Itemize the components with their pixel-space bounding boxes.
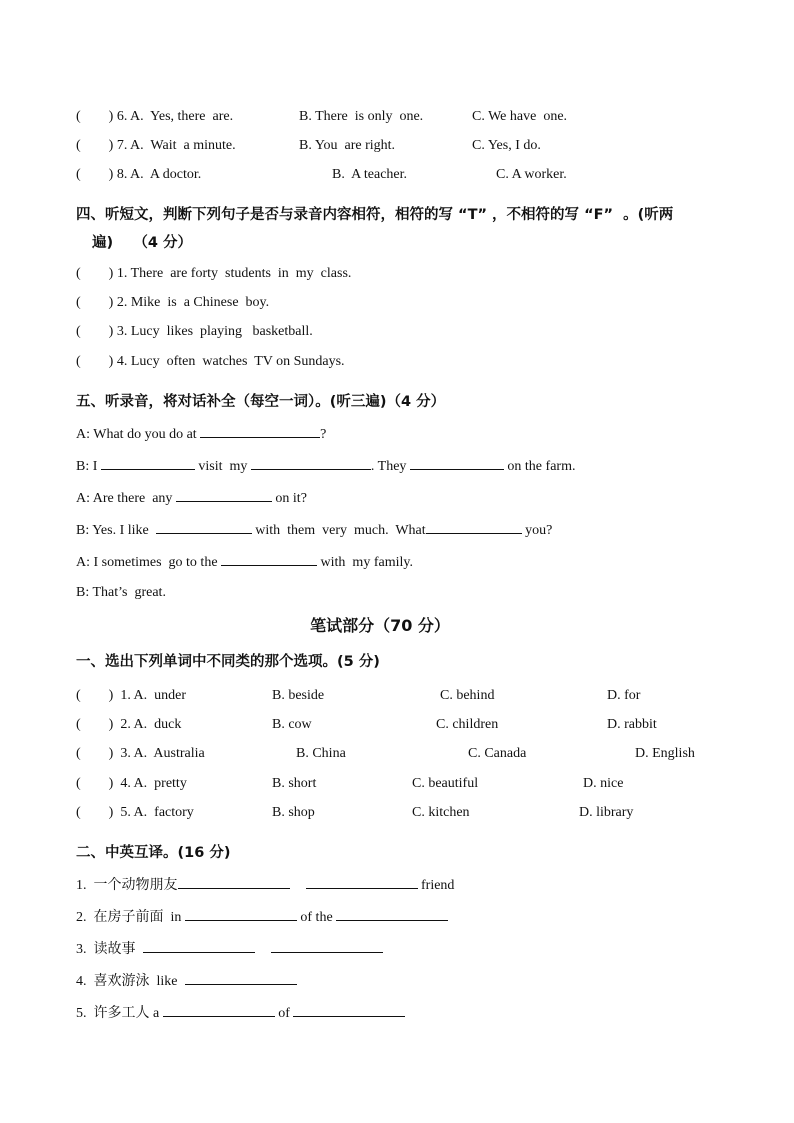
dialogue-line-5	[76, 552, 413, 572]
option-d: D. nice	[583, 776, 624, 791]
item-text: 1. 一个动物朋友	[76, 878, 178, 893]
fill-blank[interactable]	[101, 456, 195, 470]
question-stem: ( ) 5. A. factory	[76, 805, 194, 820]
dialogue-line-6: B: That’s great.	[76, 585, 166, 600]
fill-blank[interactable]	[306, 875, 418, 889]
item-text: friend	[417, 878, 455, 893]
option-b: B. cow	[272, 717, 312, 732]
dialogue-text: B: I	[76, 459, 101, 474]
true-false-item-1: ( ) 1. There are forty students in my class.	[76, 266, 352, 281]
translation-item-4	[76, 971, 297, 991]
part-2-heading: 二、中英互译。(16 分)	[76, 845, 231, 861]
question-stem: ( ) 4. A. pretty	[76, 776, 187, 791]
fill-blank[interactable]	[293, 1003, 405, 1017]
dialogue-text: on the farm.	[503, 459, 576, 474]
dialogue-text: you?	[521, 523, 553, 538]
fill-blank[interactable]	[221, 552, 317, 566]
translation-item-1	[76, 875, 454, 895]
true-false-item-4: ( ) 4. Lucy often watches TV on Sundays.	[76, 354, 345, 369]
option-d: D. library	[579, 805, 634, 820]
section-4-heading-cont: 遍) （4 分）	[92, 235, 192, 251]
dialogue-line-4	[76, 520, 552, 540]
dialogue-text: on it?	[271, 491, 307, 506]
option-c: C. kitchen	[412, 805, 470, 820]
item-text: 4. 喜欢游泳 like	[76, 974, 185, 989]
written-part-title: 笔试部分（70 分）	[310, 616, 450, 635]
item-text: of	[274, 1006, 294, 1021]
section-4-heading: 四、听短文，判断下列句子是否与录音内容相符，相符的写 “T” ，不相符的写 “F” 。(听两	[76, 207, 674, 223]
translation-item-2	[76, 907, 448, 927]
question-stem: ( ) 1. A. under	[76, 688, 187, 703]
fill-blank[interactable]	[176, 488, 272, 502]
option-c: C. We have one.	[472, 109, 568, 124]
option-d: D. English	[635, 746, 695, 761]
dialogue-text: with them very much. What	[251, 523, 426, 538]
dialogue-text: A: What do you do at	[76, 427, 201, 442]
section-5-heading: 五、听录音，将对话补全（每空一词）。(听三遍)（4 分）	[76, 394, 446, 410]
option-b: B. beside	[272, 688, 325, 703]
option-b: B. shop	[272, 805, 315, 820]
fill-blank[interactable]	[185, 971, 297, 985]
option-b: B. There is only one.	[299, 109, 424, 124]
option-b: B. short	[272, 776, 317, 791]
question-stem: ( ) 6. A. Yes, there are.	[76, 109, 234, 124]
fill-blank[interactable]	[185, 907, 297, 921]
dialogue-text: B: Yes. I like	[76, 523, 156, 538]
dialogue-line-3	[76, 488, 307, 508]
question-stem: ( ) 8. A. A doctor.	[76, 167, 202, 182]
dialogue-text: ?	[320, 427, 327, 442]
fill-blank[interactable]	[410, 456, 504, 470]
question-stem: ( ) 7. A. Wait a minute.	[76, 138, 236, 153]
question-stem: ( ) 3. A. Australia	[76, 746, 205, 761]
true-false-item-3: ( ) 3. Lucy likes playing basketball.	[76, 324, 313, 339]
question-stem: ( ) 2. A. duck	[76, 717, 182, 732]
item-text: 2. 在房子前面 in	[76, 910, 185, 925]
option-d: D. for	[607, 688, 641, 703]
option-c: C. children	[436, 717, 499, 732]
fill-blank[interactable]	[426, 520, 522, 534]
fill-blank[interactable]	[178, 875, 290, 889]
option-c: C. behind	[440, 688, 495, 703]
option-b: B. You are right.	[299, 138, 396, 153]
fill-blank[interactable]	[143, 939, 255, 953]
item-text: of the	[296, 910, 337, 925]
dialogue-text: with my family.	[317, 555, 413, 570]
dialogue-text: A: I sometimes go to the	[76, 555, 222, 570]
translation-item-5	[76, 1003, 405, 1023]
dialogue-line-2	[76, 456, 575, 476]
fill-blank[interactable]	[156, 520, 252, 534]
fill-blank[interactable]	[336, 907, 448, 921]
option-c: C. A worker.	[496, 167, 567, 182]
option-d: D. rabbit	[607, 717, 657, 732]
translation-item-3	[76, 939, 383, 959]
fill-blank[interactable]	[271, 939, 383, 953]
option-c: C. beautiful	[412, 776, 479, 791]
option-c: C. Yes, I do.	[472, 138, 541, 153]
part-1-heading: 一、选出下列单词中不同类的那个选项。(5 分)	[76, 654, 380, 670]
option-c: C. Canada	[468, 746, 527, 761]
true-false-item-2: ( ) 2. Mike is a Chinese boy.	[76, 295, 270, 310]
item-text: 5. 许多工人 a	[76, 1006, 163, 1021]
fill-blank[interactable]	[200, 424, 320, 438]
dialogue-line-1	[76, 424, 326, 444]
item-text: 3. 读故事	[76, 942, 143, 957]
option-b: B. A teacher.	[332, 167, 408, 182]
fill-blank[interactable]	[251, 456, 371, 470]
dialogue-text: A: Are there any	[76, 491, 176, 506]
fill-blank[interactable]	[163, 1003, 275, 1017]
dialogue-text: visit my	[194, 459, 251, 474]
option-b: B. China	[296, 746, 346, 761]
dialogue-text: . They	[370, 459, 410, 474]
